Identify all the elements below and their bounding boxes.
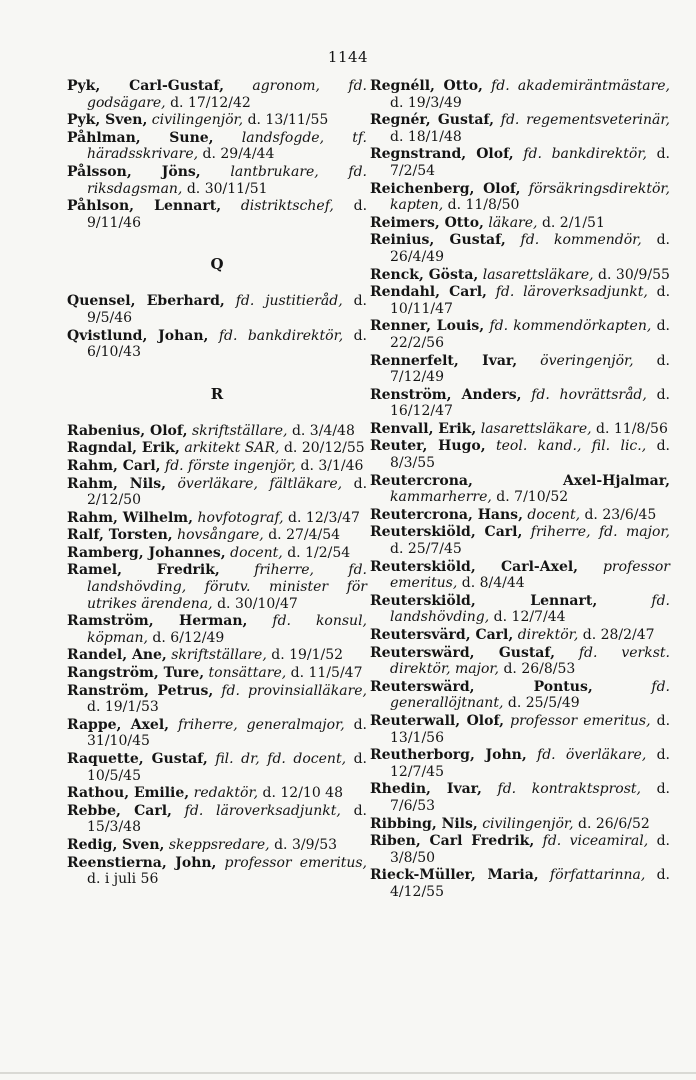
entry-name: Reuterskiöld, Carl-Axel, bbox=[370, 558, 579, 575]
entry-death-date: d. 22/2/56 bbox=[390, 318, 670, 351]
entry-name: Reuterswärd, Pontus, bbox=[370, 678, 593, 695]
entry-name: Renström, Anders, bbox=[370, 386, 522, 403]
obituary-entry bbox=[67, 527, 367, 544]
entry-death-date: d. 7/2/54 bbox=[390, 146, 671, 179]
entry-title: teol. kand., fil. lic., bbox=[496, 438, 647, 455]
entry-name: Påhlman, Sune, bbox=[67, 129, 214, 146]
obituary-entry bbox=[370, 232, 670, 265]
obituary-entry bbox=[370, 781, 670, 814]
entry-name: Ralf, Torsten, bbox=[67, 527, 173, 544]
entry-death-date: d. 25/7/45 bbox=[390, 541, 462, 558]
entry-title: agronom, fd. godsägare, bbox=[87, 78, 367, 111]
obituary-entry bbox=[370, 438, 670, 471]
obituary-entry bbox=[370, 181, 670, 214]
entry-name: Reuterwall, Olof, bbox=[370, 712, 505, 729]
entry-death-date: d. 30/10/47 bbox=[217, 595, 298, 612]
obituary-entry bbox=[370, 627, 670, 644]
entry-death-date: d. i juli 56 bbox=[87, 871, 159, 888]
entry-death-date: d. 13/11/55 bbox=[247, 112, 329, 129]
entry-title: fd. regementsveterinär, bbox=[500, 112, 671, 129]
obituary-entry bbox=[67, 855, 367, 888]
entry-name: Ribbing, Nils, bbox=[370, 815, 478, 832]
entry-death-date: d. 8/4/44 bbox=[461, 575, 525, 592]
entry-name: Ramel, Fredrik, bbox=[67, 562, 220, 579]
entry-name: Reuterswärd, Gustaf, bbox=[370, 644, 555, 661]
entry-title: överingenjör, bbox=[540, 352, 634, 369]
entry-name: Ranström, Petrus, bbox=[67, 682, 214, 699]
obituary-entry bbox=[370, 473, 670, 506]
entry-title: skriftställare, bbox=[171, 647, 267, 664]
entry-name: Rathou, Emilie, bbox=[67, 785, 190, 802]
entry-title: fd. kontraktsprost, bbox=[497, 781, 641, 798]
entry-title: fd. kommendörkapten, bbox=[489, 318, 652, 335]
entry-death-date: d. 7/6/53 bbox=[390, 781, 671, 814]
entry-name: Reutercrona, Axel-Hjalmar, bbox=[370, 472, 670, 489]
entry-name: Reutherborg, John, bbox=[370, 747, 527, 764]
entry-name: Renner, Louis, bbox=[370, 318, 485, 335]
entry-title: hovsångare, bbox=[177, 527, 264, 544]
obituary-entry bbox=[67, 647, 367, 664]
obituary-entry bbox=[67, 562, 367, 612]
entry-title: arkitekt SAR, bbox=[184, 440, 280, 457]
entry-title: distriktschef, bbox=[240, 198, 334, 215]
entry-name: Ragndal, Erik, bbox=[67, 440, 180, 457]
entry-death-date: d. 11/5/47 bbox=[290, 665, 363, 682]
entry-name: Rabenius, Olof, bbox=[67, 422, 188, 439]
entry-death-date: d. 10/11/47 bbox=[390, 284, 671, 317]
left-column bbox=[67, 78, 367, 889]
entry-name: Pyk, Sven, bbox=[67, 112, 148, 129]
entry-title: professor emeritus, bbox=[510, 712, 651, 729]
obituary-entry bbox=[370, 284, 670, 317]
entry-name: Ramström, Herman, bbox=[67, 613, 248, 630]
obituary-entry bbox=[370, 146, 670, 179]
entry-title: professor emeritus, bbox=[224, 854, 367, 871]
entry-title: landsfogde, tf. häradsskrivare, bbox=[87, 129, 367, 163]
entry-death-date: d. 19/1/53 bbox=[87, 699, 159, 716]
obituary-entry bbox=[67, 510, 367, 527]
entry-death-date: d. 26/6/52 bbox=[578, 815, 650, 832]
entry-death-date: d. 20/12/55 bbox=[283, 440, 365, 457]
entry-death-date: d. 2/12/50 bbox=[87, 475, 368, 509]
entry-title: fd. viceamiral, bbox=[542, 833, 649, 850]
obituary-entry bbox=[67, 785, 367, 802]
entry-death-date: d. 7/12/49 bbox=[390, 352, 671, 386]
obituary-entry bbox=[370, 421, 670, 438]
entry-name: Rennerfelt, Ivar, bbox=[370, 352, 518, 369]
entry-death-date: d. 6/12/49 bbox=[152, 629, 225, 646]
entry-name: Reutersvärd, Carl, bbox=[370, 627, 514, 643]
entry-name: Rebbe, Carl, bbox=[67, 802, 172, 819]
entry-title: försäkringsdirektör, kapten, bbox=[390, 180, 670, 214]
entry-name: Rangström, Ture, bbox=[67, 665, 205, 682]
entry-death-date: d. 11/8/50 bbox=[447, 197, 520, 214]
obituary-entry bbox=[370, 867, 670, 900]
entry-title: lantbrukare, fd. riksdagsman, bbox=[87, 163, 368, 197]
entry-death-date: d. 7/10/52 bbox=[496, 489, 569, 506]
entry-name: Regnstrand, Olof, bbox=[370, 146, 514, 163]
obituary-entry bbox=[67, 545, 367, 562]
entry-name: Rhedin, Ivar, bbox=[370, 781, 482, 798]
entry-title: fd. överläkare, bbox=[537, 747, 647, 764]
entry-title: lasarettsläkare, bbox=[480, 420, 592, 437]
entry-name: Regnér, Gustaf, bbox=[370, 112, 494, 129]
entry-title: civilingenjör, bbox=[151, 112, 244, 129]
entry-title: fd. bankdirektör, bbox=[218, 327, 344, 344]
obituary-entry bbox=[370, 78, 670, 111]
entry-name: Pyk, Carl-Gustaf, bbox=[67, 78, 224, 94]
entry-name: Påhlson, Lennart, bbox=[67, 198, 222, 215]
entry-death-date: d. 10/5/45 bbox=[87, 751, 368, 784]
entry-name: Rendahl, Carl, bbox=[370, 284, 487, 301]
entry-title: professor emeritus, bbox=[390, 558, 670, 592]
obituary-entry bbox=[370, 524, 670, 557]
entry-death-date: d. 29/4/44 bbox=[202, 146, 275, 163]
entry-death-date: d. 3/4/48 bbox=[291, 422, 355, 439]
entry-death-date: d. 23/6/45 bbox=[584, 506, 657, 523]
obituary-entry bbox=[67, 613, 367, 646]
entry-death-date: d. 4/12/55 bbox=[390, 867, 671, 900]
obituary-entry bbox=[67, 293, 367, 326]
entry-title: fd. förste ingenjör, bbox=[165, 457, 297, 474]
entry-death-date: d. 11/8/56 bbox=[596, 420, 668, 437]
entry-death-date: d. 9/5/46 bbox=[87, 293, 368, 326]
obituary-entry bbox=[370, 215, 670, 232]
entry-title: fd. provinsialläkare, bbox=[221, 682, 367, 699]
entry-title: friherre, fd. major, bbox=[530, 524, 670, 541]
entry-title: överläkare, fältläkare, bbox=[177, 475, 343, 492]
entry-title: skriftställare, bbox=[191, 422, 288, 439]
entry-title: fil. dr, fd. docent, bbox=[215, 751, 347, 767]
entry-name: Rahm, Wilhelm, bbox=[67, 509, 193, 526]
entry-title: kammarherre, bbox=[390, 489, 492, 506]
entry-death-date: d. 30/11/51 bbox=[186, 180, 268, 197]
obituary-entry bbox=[370, 507, 670, 524]
obituary-entry bbox=[67, 440, 367, 457]
entry-death-date: d. 12/7/44 bbox=[493, 609, 566, 626]
entry-title: docent, bbox=[527, 506, 581, 523]
entry-title: läkare, bbox=[488, 214, 538, 231]
entry-title: författarinna, bbox=[549, 867, 646, 884]
entry-death-date: d. 31/10/45 bbox=[87, 716, 367, 750]
entry-death-date: d. 12/7/45 bbox=[390, 747, 671, 780]
entry-name: Randel, Ane, bbox=[67, 647, 167, 664]
entry-death-date: d. 1/2/54 bbox=[287, 544, 351, 561]
entry-death-date: d. 3/9/53 bbox=[274, 836, 338, 853]
obituary-entry bbox=[67, 751, 367, 784]
entry-name: Qvistlund, Johan, bbox=[67, 327, 209, 344]
entry-death-date: d. 19/1/52 bbox=[271, 647, 344, 664]
obituary-entry bbox=[370, 816, 670, 833]
page-number: 1144 bbox=[327, 48, 369, 66]
obituary-entry bbox=[370, 713, 670, 746]
entry-name: Pålsson, Jöns, bbox=[67, 163, 201, 180]
obituary-entry bbox=[67, 683, 367, 716]
entry-death-date: d. 26/8/53 bbox=[503, 661, 576, 678]
entry-death-date: d. 12/3/47 bbox=[288, 509, 360, 526]
entry-death-date: d. 30/9/55 bbox=[598, 266, 670, 283]
entry-death-date: d. 2/1/51 bbox=[541, 214, 605, 231]
entry-title: fd. verkst. direktör, major, bbox=[390, 644, 670, 678]
obituary-entry bbox=[67, 112, 367, 129]
entry-title: fd. landshövding, bbox=[390, 592, 670, 626]
entry-name: Reuterskiöld, Carl, bbox=[370, 524, 523, 541]
entry-name: Reuter, Hugo, bbox=[370, 438, 486, 455]
obituary-entry bbox=[67, 130, 367, 163]
entry-title: docent, bbox=[230, 544, 283, 561]
entry-death-date: d. 28/2/47 bbox=[582, 627, 655, 643]
entry-name: Regnéll, Otto, bbox=[370, 78, 483, 94]
entry-title: friherre, generalmajor, bbox=[177, 716, 345, 733]
entry-death-date: d. 26/4/49 bbox=[390, 232, 671, 265]
obituary-entry bbox=[67, 78, 367, 111]
obituary-entry bbox=[67, 717, 367, 750]
entry-name: Renck, Gösta, bbox=[370, 266, 479, 283]
entry-death-date: d. 18/1/48 bbox=[390, 128, 462, 145]
entry-title: direktör, bbox=[517, 627, 579, 643]
obituary-entry bbox=[67, 164, 367, 197]
entry-title: fd. generallöjtnant, bbox=[390, 678, 670, 712]
obituary-entry bbox=[370, 387, 670, 420]
entry-name: Redig, Sven, bbox=[67, 836, 165, 853]
entry-title: fd. läroverksadjunkt, bbox=[495, 284, 648, 301]
obituary-entry bbox=[370, 318, 670, 351]
entry-title: fd. läroverksadjunkt, bbox=[184, 802, 341, 819]
entry-title: tonsättare, bbox=[208, 665, 287, 682]
entry-name: Rahm, Nils, bbox=[67, 475, 166, 492]
obituary-entry bbox=[370, 645, 670, 678]
entry-death-date: d. 8/3/55 bbox=[390, 438, 671, 472]
obituary-entry bbox=[67, 198, 367, 231]
entry-title: fd. akademiräntmästare, bbox=[491, 78, 670, 94]
obituary-entry bbox=[370, 833, 670, 866]
entry-title: civilingenjör, bbox=[482, 815, 574, 832]
entry-death-date: d. 12/10 48 bbox=[262, 785, 343, 802]
entry-name: Reuterskiöld, Lennart, bbox=[370, 592, 598, 609]
entry-death-date: d. 16/12/47 bbox=[390, 386, 670, 420]
entry-death-date: d. 15/3/48 bbox=[87, 802, 367, 836]
entry-name: Riben, Carl Fredrik, bbox=[370, 833, 535, 850]
obituary-entry bbox=[67, 803, 367, 836]
entry-death-date: d. 19/3/49 bbox=[390, 94, 462, 111]
entry-death-date: d. 17/12/42 bbox=[170, 94, 251, 111]
entry-title: redaktör, bbox=[193, 785, 259, 802]
obituary-entry bbox=[370, 112, 670, 145]
entry-death-date: d. 6/10/43 bbox=[87, 327, 368, 361]
entry-death-date: d. 9/11/46 bbox=[87, 198, 368, 231]
entry-name: Reinius, Gustaf, bbox=[370, 232, 506, 249]
right-column bbox=[370, 78, 670, 902]
entry-name: Reenstierna, John, bbox=[67, 854, 217, 871]
entry-name: Quensel, Eberhard, bbox=[67, 293, 225, 310]
obituary-entry bbox=[67, 423, 367, 440]
entry-name: Rappe, Axel, bbox=[67, 716, 170, 733]
entry-title: fd. justitieråd, bbox=[235, 293, 343, 310]
obituary-entry bbox=[370, 747, 670, 780]
entry-name: Reutercrona, Hans, bbox=[370, 506, 523, 523]
section-letter: Q bbox=[210, 255, 224, 274]
entry-title: fd. konsul, köpman, bbox=[87, 613, 367, 646]
obituary-entry bbox=[370, 679, 670, 712]
entry-title: skeppsredare, bbox=[168, 836, 270, 853]
entry-name: Ramberg, Johannes, bbox=[67, 544, 226, 561]
entry-death-date: d. 3/1/46 bbox=[300, 457, 364, 474]
section-letter: R bbox=[210, 384, 224, 403]
obituary-entry bbox=[67, 458, 367, 475]
obituary-entry bbox=[67, 328, 367, 361]
obituary-entry bbox=[67, 476, 367, 509]
obituary-entry bbox=[67, 837, 367, 854]
obituary-entry bbox=[370, 353, 670, 386]
entry-death-date: d. 3/8/50 bbox=[390, 833, 671, 866]
entry-name: Raquette, Gustaf, bbox=[67, 751, 208, 767]
entry-title: hovfotograf, bbox=[197, 509, 284, 526]
entry-name: Reimers, Otto, bbox=[370, 214, 484, 231]
entry-name: Rieck-Müller, Maria, bbox=[370, 867, 539, 884]
entry-title: fd. bankdirektör, bbox=[523, 146, 647, 163]
entry-death-date: d. 25/5/49 bbox=[507, 695, 580, 712]
obituary-entry bbox=[370, 267, 670, 284]
entry-name: Rahm, Carl, bbox=[67, 457, 161, 474]
entry-title: fd. hovrättsråd, bbox=[531, 386, 647, 403]
obituary-entry bbox=[370, 593, 670, 626]
entry-name: Reichenberg, Olof, bbox=[370, 180, 521, 197]
obituary-entry bbox=[370, 559, 670, 592]
entry-death-date: d. 13/1/56 bbox=[390, 712, 671, 746]
entry-title: friherre, fd. landshövding, förutv. minister för utrikes ärendena, bbox=[87, 562, 367, 612]
entry-title: fd. kommendör, bbox=[520, 232, 642, 249]
obituary-entry bbox=[67, 665, 367, 682]
entry-name: Renvall, Erik, bbox=[370, 420, 477, 437]
entry-title: lasarettsläkare, bbox=[482, 266, 594, 283]
entry-death-date: d. 27/4/54 bbox=[268, 527, 341, 544]
page-bottom-edge bbox=[0, 1072, 696, 1074]
